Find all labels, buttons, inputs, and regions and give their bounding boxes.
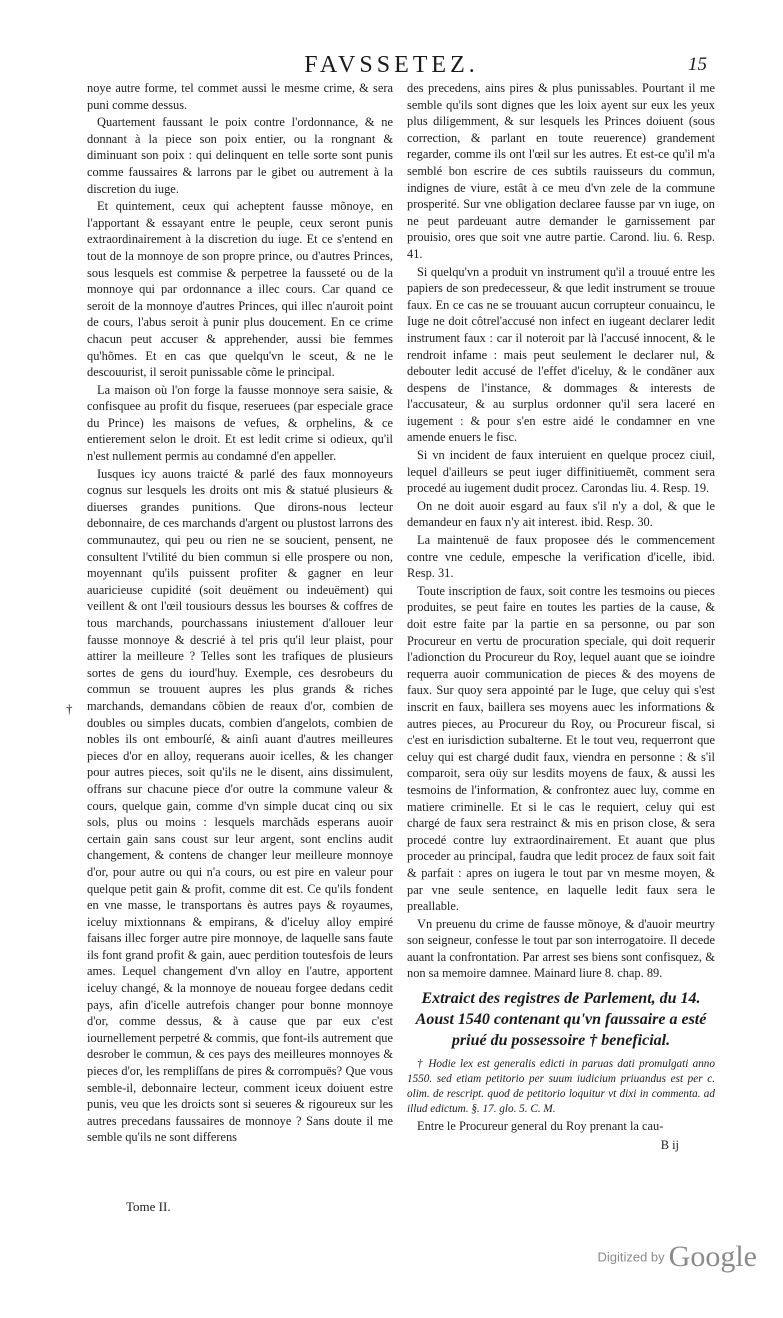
left-paragraph: Iusques icy auons traicté & parlé des faux monnoyeurs cognus sur lesquels les droits ont mis & statué plusieurs & diuerses grandes punitions. Que dirons-nous lecteur debonnaire, de ces marchands d'argent ou plustost larrons des communautez, qui peu ou rien ne se soucient, pensent, ne consultent l'vtilité du bien commun si elle prospere ou non, moyennant qu'ils puissent profiter & gagner en leur auaricieuse cupidité (soit deuëment ou indeuëment) qui veillent & ont l'œil tousiours dessus les bourses & coffres de tous marchands, pourchassans iniustement d'allouer leur fausse monnoye & descrié à tel pris qu'il leur plaist, pour attirer la meilleure ? Telles sont les trafiques de plusieurs sortes de gens du iourd'huy. Exemple, ces desrobeurs du commun se trouuent aupres les plus grands & riches marchands, demandans cõbien de reaux d'or, combien de doubles ou simples ducats, combien d'angelots, combien de nobles ils ont embourſé, & ainſi auant d'autres meilleures pieces d'or en alloy, requerans auoir icelles, & les changer pour autres pieces, soit qu'ils ne le disent, ains dissimulent, offrans sur chacune piece d'or outre la commune valeur & cours, quelque gain, comme d'vn simple ducat cinq ou six sols, plus ou moins : lesquels marchãds esperans auoir certain gain sans coust sur leur argent, sont enclins audit changement, & contens de changer leur meilleure monnoye d'or, pour autre ou qui n'a cours, ou est pire en valeur pour quelque petit gain & profit, comme dit est. Ce qu'ils fondent en vne masse, le transportans ès autres pays & royaumes, iceluy mixtionnans & empirans, & d'iceluy alloy empiré faisans illec forger autre pire monnoye, de laquelle sans faute ils font grand profit & gain, auec perdition toutesfois de leurs ames. Lequel changement d'vn alloy en l'autre, apportent iceluy changé, & la monnoye de noueau forgee dedans cedit pays, afin d'icelle autrefois changer pour bonne monnoye d'or, comme dessus, & à cause que par eux c'est iournellement perpetré & commis, que font-ils autrement que desrober le commun, & ces pays des meilleures monnoyes & pieces d'or, les rempliſſans de pires & corrompuës? Que vous semble-il, debonnaire lecteur, comment iceux doiuent estre punis, veu que les droicts sont si seueres & rigoureux sur les autres precedans faussaires de monnoye ? Sans doute il me semble qu'ils ne sont differens [87, 466, 393, 1145]
google-logo: Google [668, 1240, 757, 1273]
right-column [407, 80, 715, 1153]
right-paragraph: Si quelqu'vn a produit vn instrument qu'il a trouué entre les papiers de son predecesseur, & que ledit instrument se trouue faux. En ce cas ne se trouuant aucun corrupteur conuaincu, le Iuge ne doit côtrel'accusé non infect en iugeant declarer ledit instrument faux : car il noteroit par là l'accusé innocent, & le rendroit infame : mais peut seulement le declarer nul, & debouter ledit accusé de l'effet d'iceluy, & le condãner aux despens de l'instance, & dommages & interests de l'accusateur, & au surplus ordonner qu'il sera laceré en iugement : & pour s'en estre aidé le condamner en vne amende enuers le fisc. [407, 264, 715, 445]
running-header [0, 52, 783, 82]
right-paragraph: des precedens, ains pires & plus punissables. Pourtant il me semble qu'ils sont dignes que les loix ayent sur eux les yeux plus diligemment, & sur lesquels les Princes doiuent (sous correction, & parlant en toute reuerence) grandement regarder, comme ils ont l'œil sur les autres. Et est-ce qu'il m'a semblé bon escrire de ces subtils rauisseurs du commun, indignes de viure, estât à ce meu d'vn zele de la commune prosperité. Sur vne obligation declaree fausse par vn iuge, on ne peut pardeuant autre demander le garnissement par prouisio, ores que soit vne autre partie. Carond. liu. 6. Resp. 41. [407, 81, 715, 261]
right-paragraph: Toute inscription de faux, soit contre les tesmoins ou pieces produites, se peut faire en toutes les parties de la cause, & doit estre faite par la partie en sa personne, ou par son Procureur en vertu de procuration speciale, qui doit requerir l'adionction du Procureur du Roy, lequel auant que se ioindre requerra auoir communication de pieces & des moyens de faux. Sur quoy sera appointé par le Iuge, que celuy qui s'est inscrit en faux, baillera ses moyens auec les informations & autres pieces, au Procureur du Roy, ou Procureur fiscal, si c'est en iurisdiction subalterne. Et le tout veu, requerront que celuy qui est chargé dudit faux, viendra en personne : & s'il comparoit, sera oüy sur lesdits moyens de faux, & aussi les tesmoins de l'information, & confrontez auec luy, comme en matiere criminelle. Et si le cas le requiert, celuy qui est chargé de faux sera restrainct & mis en prison close, & sera procedé contre luy extraordinairement. Et auant que plus proceder au principal, faudra que ledit procez de faux soit fait & parfait : apres on iugera le tout par vn mesme moyen, & par vne seule sentence, en laquelle ledit faux sera le preallable. [407, 583, 715, 914]
signature-mark: B ij [660, 1137, 679, 1152]
watermark-prefix: Digitized by [597, 1249, 665, 1265]
margin-note-marker: † [66, 701, 73, 716]
left-paragraph: noye autre forme, tel commet aussi le mesme crime, & sera puni comme dessus. [87, 81, 393, 112]
google-watermark [597, 1240, 757, 1280]
latin-note: † Hodie lex est generalis edicti in paruas dati promulgati anno 1550. sed etiam petitorio per suum iudicium priuandus est per c. olim. de rescript. quod de petitorio loquitur vt dixi in commenta. ad illud edictum. §. 17. glo. 5. C. M. [407, 1058, 715, 1116]
right-paragraph: Si vn incident de faux interuient en quelque procez ciuil, lequel d'ailleurs se peut iuger diffinitiuemẽt, comment sera procedé au iugement dudit procez. Carondas liu. 4. Resp. 19. [407, 448, 715, 496]
left-column [87, 80, 393, 1147]
left-paragraph: Et quintement, ceux qui acheptent fausse mõnoye, en l'apportant & essayant entre le peuple, ceux seront punis extraordinairement à la discretion du iuge. Et ce s'entend en tout de la monnoye de son propre prince, ou d'autres Princes, sous lesquels est commise & perpetree la fausseté ou de la monnoye qui par ordonnance a illec cours. Car quand ce seroit de la monnoye d'autres Princes, qui illec n'auroit point de cours, l'abus seroit à punir plus doucement. En ce crime chacun peut accuser & apprehender, aussi bie femmes qu'hõmes. Et en cas que quelqu'vn le sceut, & ne le descouurist, il seroit punissable cõme le principal. [87, 199, 393, 380]
section-heading: Extraict des registres de Parlement, du 14. Aoust 1540 contenant qu'vn faussaire a esté priué du possessoire † beneficial. [415, 990, 707, 1050]
page-number: 15 [688, 54, 707, 75]
right-paragraph: Vn preuenu du crime de fausse mõnoye, & d'auoir meurtry son seigneur, confesse le tout par son interrogatoire. Il decede auant la confrontation. Par arrest ses biens sont confisquez, & non sa memoire damnee. Mainard liure 8. chap. 89. [407, 916, 715, 981]
right-paragraph: Entre le Procureur general du Roy prenant la cau- [417, 1119, 664, 1134]
left-paragraph: Quartement faussant le poix contre l'ordonnance, & ne donnant à la piece son poix entier, ou la rongnant & diminuant son poix : qui delinquent en telle sorte sont punis comme faussaires & larrons par le gibet ou autrement à la discretion du iuge. [87, 115, 393, 196]
page-title: FAVSSETEZ. [304, 52, 479, 78]
right-paragraph: La maintenuë de faux proposee dés le commencement contre vne cedule, empesche la verification d'icelle, ibid. Resp. 31. [407, 533, 715, 581]
right-paragraph: On ne doit auoir esgard au faux s'il n'y a dol, & que le demandeur en faux n'y ait interest. ibid. Resp. 30. [407, 498, 715, 530]
volume-label: Tome II. [126, 1199, 171, 1214]
left-paragraph: La maison où l'on forge la fausse monnoye sera saisie, & confisquee au profit du fisque, reseruees (par especiale grace du Prince) les maisons de vefues, & orphelins, & ce entierement selon le droit. Et est ledit crime si odieux, qu'il n'est nullement permis au condamné d'en appeller. [87, 382, 393, 464]
